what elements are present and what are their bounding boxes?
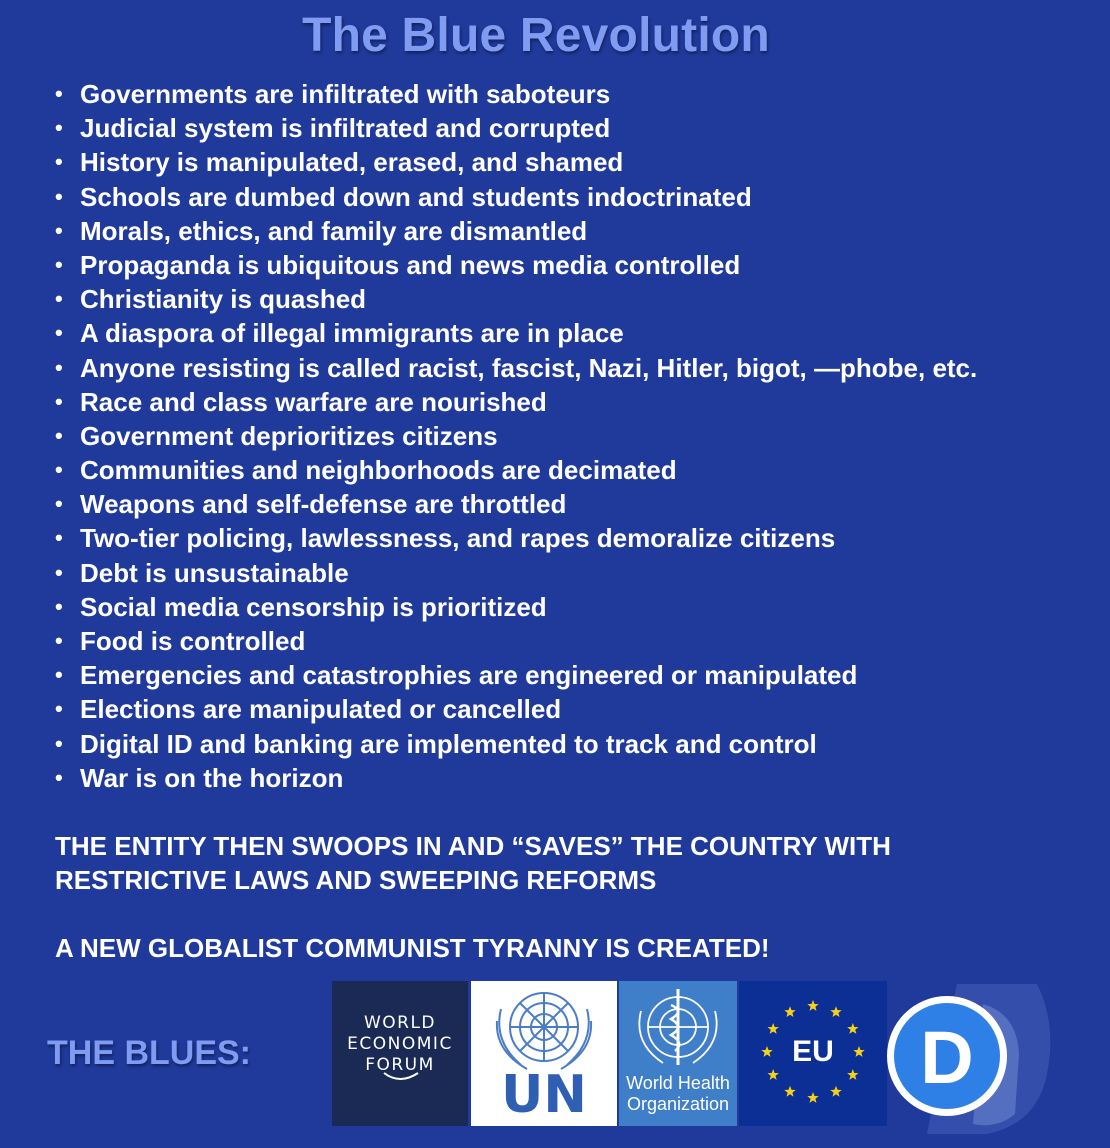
bullet-dot-icon: • — [55, 81, 63, 106]
democrat-d-icon — [887, 984, 1057, 1134]
bullet-dot-icon: • — [55, 422, 63, 448]
svg-text:D: D — [920, 1016, 974, 1099]
bullet-item — [53, 214, 977, 248]
bullet-dot-icon: • — [55, 662, 63, 688]
bullet-dot-icon: • — [55, 628, 63, 653]
bullet-text: Weapons and self-defense are throttled — [80, 489, 567, 520]
democratic-party-logo — [887, 984, 1057, 1134]
eu-logo — [739, 981, 887, 1126]
bullet-dot-icon: • — [55, 559, 63, 585]
bullet-text: Social media censorship is prioritized — [80, 591, 547, 622]
eu-star-icon — [807, 1000, 818, 1011]
bullet-text: Debt is unsustainable — [80, 557, 349, 588]
bullet-text: Emergencies and catastrophies are engineered or manipulated — [80, 660, 858, 691]
bullet-dot-icon: • — [55, 696, 63, 722]
bullet-text: Anyone resisting is called racist, fascist, Nazi, Hitler, bigot, —phobe, etc. — [80, 352, 978, 383]
bullet-item — [53, 145, 977, 179]
bullet-item — [53, 761, 977, 795]
eu-star-icon — [807, 1092, 818, 1103]
bullet-dot-icon: • — [55, 286, 63, 312]
bullet-text: Digital ID and banking are implemented to track and control — [80, 728, 817, 759]
bullet-item — [53, 419, 977, 453]
bullet-text: Judicial system is infiltrated and corrupted — [80, 113, 611, 144]
bullet-item — [53, 282, 977, 316]
bullet-text: Schools are dumbed down and students indoctrinated — [80, 181, 752, 212]
bullet-item — [53, 351, 977, 385]
bullet-item — [53, 453, 977, 487]
bullet-item — [53, 556, 977, 590]
blues-label: THE BLUES: — [47, 1034, 251, 1072]
bullet-item — [53, 385, 977, 419]
bullet-text: Communities and neighborhoods are decimated — [80, 455, 677, 486]
wef-arc-icon — [332, 981, 468, 1126]
bullet-text: History is manipulated, erased, and shamed — [80, 147, 624, 178]
eu-logo-text: EU — [792, 1035, 834, 1068]
bullet-text: Government deprioritizes citizens — [80, 420, 498, 451]
bullet-dot-icon: • — [55, 115, 63, 141]
conclusion-paragraph: THE ENTITY THEN SWOOPS IN AND “SAVES” THE COUNTRY WITH RESTRICTIVE LAWS AND SWEEPING REFORMS — [55, 831, 891, 895]
bullet-item — [53, 692, 977, 726]
eu-star-icon — [768, 1023, 779, 1034]
bullet-text: Propaganda is ubiquitous and news media controlled — [80, 249, 741, 280]
bullet-dot-icon: • — [55, 593, 63, 619]
bullet-dot-icon: • — [55, 251, 63, 277]
bullet-dot-icon: • — [55, 457, 63, 483]
bullet-item — [53, 624, 977, 658]
bullet-dot-icon: • — [55, 388, 63, 414]
closing-statement: A NEW GLOBALIST COMMUNIST TYRANNY IS CREATED! — [55, 933, 770, 963]
bullet-item — [53, 77, 977, 111]
bullet-item — [53, 180, 977, 214]
bullet-item — [53, 658, 977, 692]
bullet-item — [53, 248, 977, 282]
eu-star-icon — [784, 1006, 795, 1017]
bullet-dot-icon: • — [55, 730, 63, 756]
eu-star-icon — [847, 1023, 858, 1034]
eu-star-icon — [830, 1086, 841, 1097]
bullet-list — [53, 77, 977, 795]
bullet-text: War is on the horizon — [80, 762, 344, 793]
eu-star-icon — [847, 1069, 858, 1080]
bullet-text: Race and class warfare are nourished — [80, 386, 547, 417]
bullet-item — [53, 590, 977, 624]
bullet-dot-icon: • — [55, 525, 63, 551]
eu-star-icon — [784, 1086, 795, 1097]
bullet-text: Elections are manipulated or cancelled — [80, 694, 562, 725]
bullet-dot-icon: • — [55, 764, 63, 790]
bullet-text: A diaspora of illegal immigrants are in place — [80, 318, 624, 349]
who-logo — [619, 981, 737, 1126]
bullet-dot-icon: • — [55, 149, 63, 175]
bullet-item — [53, 727, 977, 761]
bullet-text: Governments are infiltrated with saboteurs — [80, 79, 611, 109]
bullet-item — [53, 316, 977, 350]
un-logo — [471, 981, 617, 1126]
bullet-dot-icon: • — [55, 491, 63, 517]
page-title: The Blue Revolution — [302, 9, 770, 62]
bullet-item — [53, 111, 977, 145]
bullet-item — [53, 521, 977, 555]
bullet-text: Christianity is quashed — [80, 284, 367, 315]
un-logo-text: UN — [501, 1065, 587, 1125]
bullet-dot-icon: • — [55, 320, 63, 346]
bullet-item — [53, 487, 977, 521]
bullet-text: Morals, ethics, and family are dismantled — [80, 215, 588, 246]
bullet-dot-icon: • — [55, 354, 63, 380]
eu-star-icon — [768, 1069, 779, 1080]
who-logo-text: World Health Organization — [626, 1073, 730, 1114]
bullet-dot-icon: • — [55, 217, 63, 243]
wef-logo-text: WORLD ECONOMIC FORUM — [347, 1013, 453, 1075]
bullet-text: Two-tier policing, lawlessness, and rapes demoralize citizens — [80, 523, 836, 554]
bullet-dot-icon: • — [55, 183, 63, 209]
bullet-text: Food is controlled — [80, 626, 306, 656]
eu-star-icon — [830, 1006, 841, 1017]
wef-logo — [332, 981, 468, 1126]
